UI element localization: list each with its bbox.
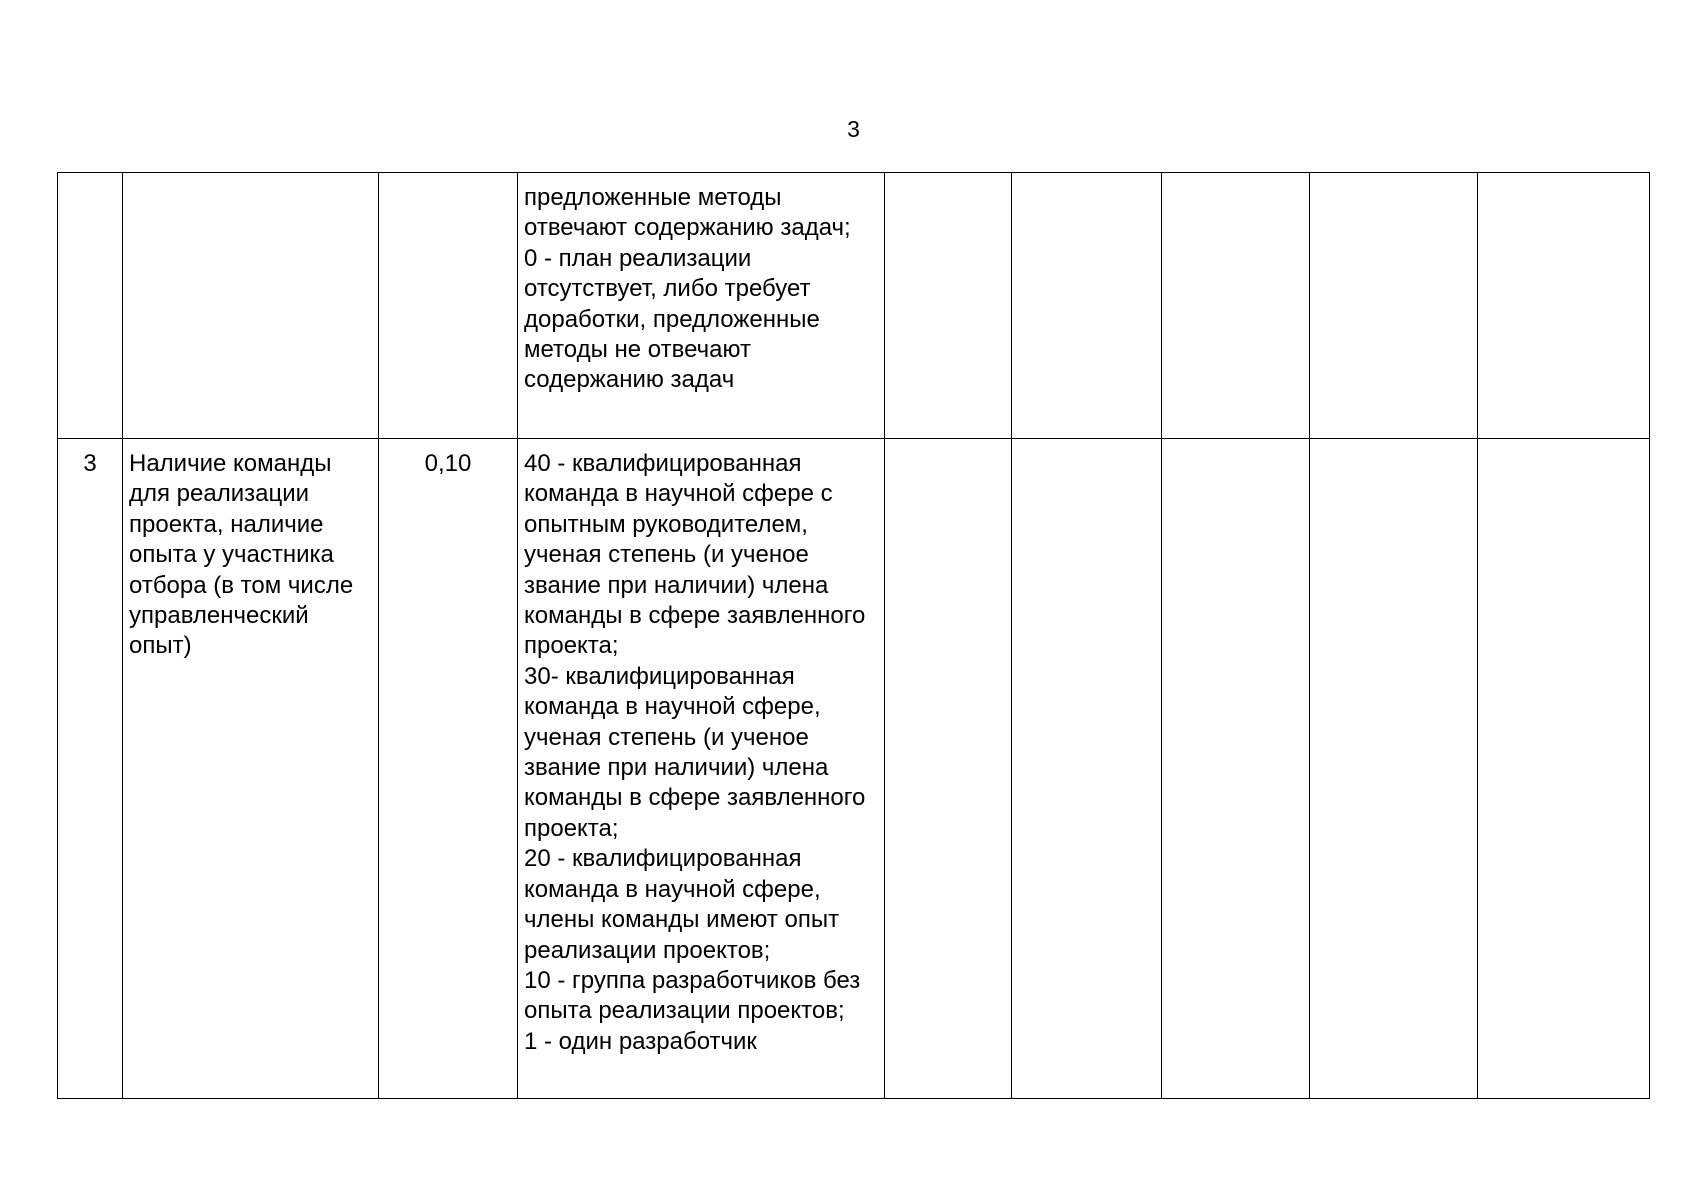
page-number: 3 bbox=[847, 116, 860, 142]
scale-line: 30- квалифицированная команда в научной сфере, ученая степень (и ученое звание при наличии) члена команды в сфере заявленного проекта; bbox=[524, 662, 866, 842]
empty-cell bbox=[1478, 173, 1650, 439]
weight-cell bbox=[379, 173, 518, 439]
scale-line: 20 - квалифицированная команда в научной сфере, члены команды имеют опыт реализации проектов; bbox=[524, 845, 840, 964]
criterion-cell: Наличие команды для реализации проекта, наличие опыта у участника отбора (в том числе управленческий опыт) bbox=[123, 439, 379, 1099]
empty-cell bbox=[1012, 173, 1162, 439]
scale-line: 10 - группа разработчиков без опыта реализации проектов; bbox=[524, 966, 861, 1025]
empty-cell bbox=[885, 173, 1012, 439]
criterion-cell bbox=[123, 173, 379, 439]
empty-cell bbox=[1162, 173, 1310, 439]
table-row-criterion-3 bbox=[58, 439, 1650, 1099]
scale-cell bbox=[518, 173, 885, 439]
empty-cell bbox=[1012, 439, 1162, 1099]
empty-cell bbox=[1310, 173, 1478, 439]
scale-cell bbox=[518, 439, 885, 1099]
table-row-continuation bbox=[58, 173, 1650, 439]
scale-line: 0 - план реализации отсутствует, либо требует доработки, предложенные методы не отвечают содержанию задач bbox=[524, 244, 820, 394]
row-number-cell: 3 bbox=[58, 439, 123, 1099]
empty-cell bbox=[1162, 439, 1310, 1099]
weight-cell: 0,10 bbox=[379, 439, 518, 1099]
row-number-cell bbox=[58, 173, 123, 439]
empty-cell bbox=[1478, 439, 1650, 1099]
scale-line: 40 - квалифицированная команда в научной сфере с опытным руководителем, ученая степень (и ученое звание при наличии) члена команды в сфере заявленного проекта; bbox=[524, 450, 866, 660]
scale-line: предложенные методы отвечают содержанию задач; bbox=[524, 184, 851, 242]
empty-cell bbox=[1310, 439, 1478, 1099]
scale-line: 1 - один разработчик bbox=[524, 1027, 757, 1055]
criteria-table bbox=[57, 172, 1650, 1099]
empty-cell bbox=[885, 439, 1012, 1099]
